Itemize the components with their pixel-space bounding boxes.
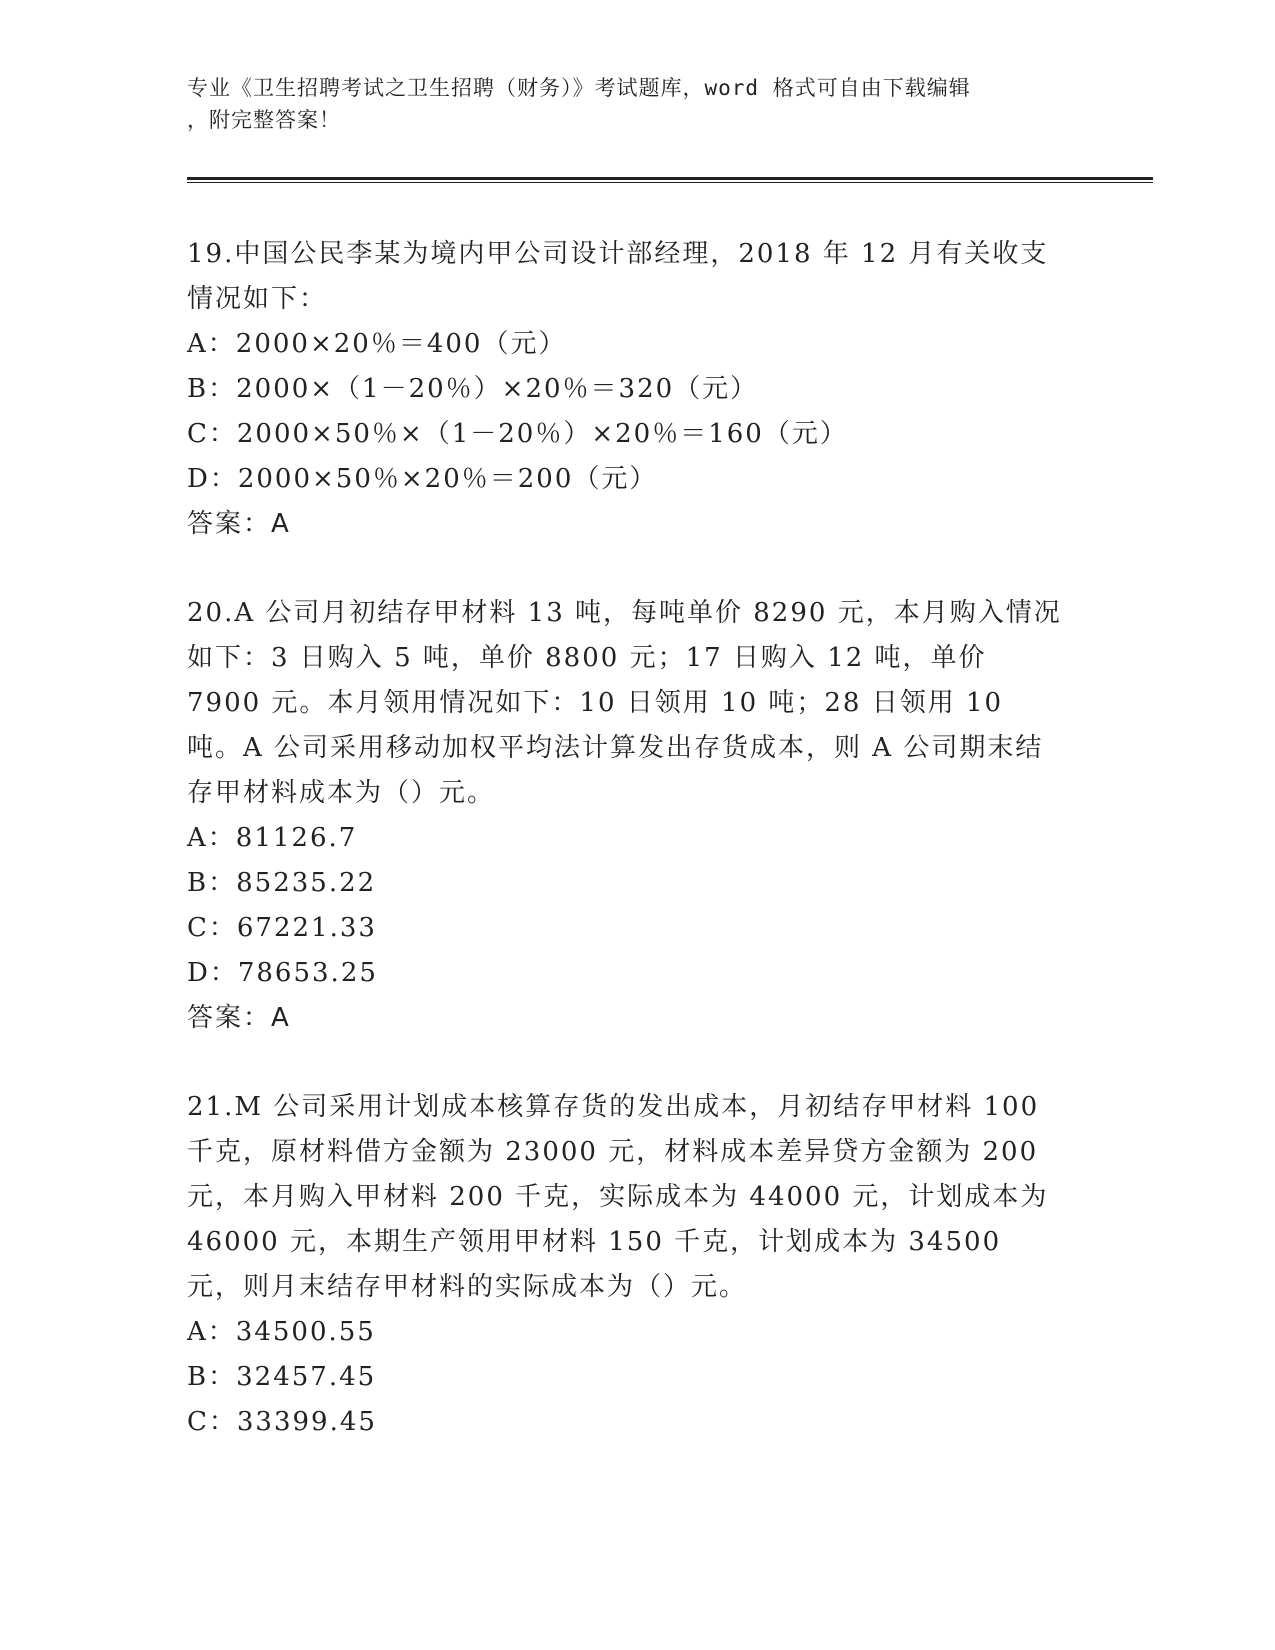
option-b: B：32457.45 — [187, 1362, 377, 1392]
header-line-2: ，附完整答案！ — [187, 108, 341, 132]
question-list — [187, 232, 1087, 1489]
document-header — [187, 72, 1067, 136]
option-c: C：2000×50％×（1－20％）×20％＝160（元） — [187, 419, 848, 449]
question-text: 19.中国公民李某为境内甲公司设计部经理，2018 年 12 月有关收支情况如下： — [187, 239, 1049, 314]
header-divider-thick — [187, 177, 1153, 180]
option-a: A：81126.7 — [187, 823, 358, 853]
option-a: A：34500.55 — [187, 1317, 376, 1347]
answer-label: 答案：A — [187, 509, 291, 539]
answer-label: 答案：A — [187, 1003, 291, 1033]
option-c: C：67221.33 — [187, 913, 377, 943]
option-c: C：33399.45 — [187, 1407, 377, 1437]
question-text: 21.M 公司采用计划成本核算存货的发出成本，月初结存甲材料 100 千克，原材料借方金额为 23000 元，材料成本差异贷方金额为 200 元，本月购入甲材料 200 千克，实际成本为 44000 元，计划成本为 46000 元，本期生产领用甲材料 150 千克，计划成本为 34500 元，则月末结存甲材料的实际成本为（）元。 — [187, 1092, 1049, 1302]
option-b: B：85235.22 — [187, 868, 377, 898]
question-20 — [187, 591, 1067, 1041]
option-d: D：2000×50％×20％＝200（元） — [187, 464, 658, 494]
question-text: 20.A 公司月初结存甲材料 13 吨，每吨单价 8290 元，本月购入情况如下：3 日购入 5 吨，单价 8800 元；17 日购入 12 吨，单价 7900 元。本月领用情况如下：10 日领用 10 吨；28 日领用 10 吨。A 公司采用移动加权平均法计算发出存货成本，则 A 公司期末结存甲材料成本为（）元。 — [187, 598, 1062, 808]
question-19 — [187, 232, 1067, 547]
option-d: D：78653.25 — [187, 958, 378, 988]
header-divider-thin — [187, 182, 1153, 183]
header-line-1: 专业《卫生招聘考试之卫生招聘（财务）》考试题库，word 格式可自由下载编辑 — [187, 76, 971, 100]
question-21 — [187, 1085, 1067, 1445]
option-a: A：2000×20％＝400（元） — [187, 329, 567, 359]
option-b: B：2000×（1－20％）×20％＝320（元） — [187, 374, 759, 404]
